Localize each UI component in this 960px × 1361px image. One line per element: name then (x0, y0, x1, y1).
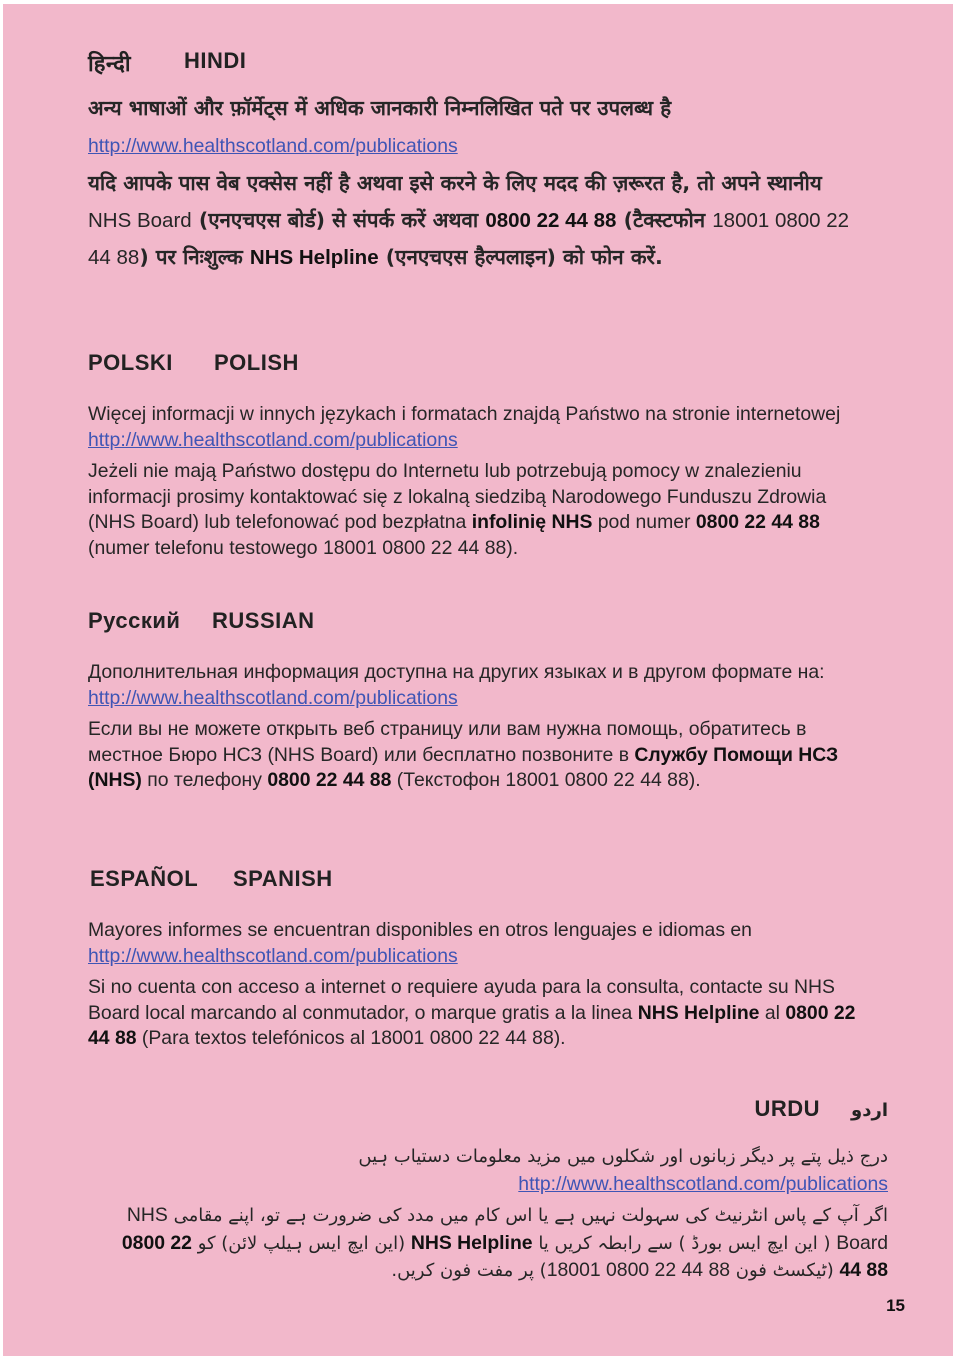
hindi-english-title: HINDI (184, 48, 247, 73)
russian-para-2 (88, 717, 873, 794)
spanish-para-2a: Si no cuenta con acceso a internet o requiere ayuda para la consulta, contacte su NHS Board local marcando al conmutador, o marque gratis a la linea (88, 976, 835, 1024)
spanish-link[interactable]: http://www.healthscotland.com/publications (88, 944, 458, 967)
russian-para-2e: (Текстофон 18001 0800 22 44 88). (391, 769, 701, 791)
hindi-para-1 (88, 90, 863, 165)
russian-helpline: Службу Помощи НСЗ (NHS) (88, 743, 839, 791)
russian-phone: 0800 22 44 88 (267, 769, 392, 791)
spanish-heading (88, 866, 863, 918)
russian-para-2c: по телефону (141, 769, 268, 791)
page-number: 15 (886, 1296, 905, 1315)
urdu-link[interactable]: http://www.healthscotland.com/publications (518, 1172, 888, 1195)
russian-para-2a: Если вы не можете открыть веб страницу или вам нужна помощь, обратитесь в местное Бюро НСЗ (NHS Board) или бесплатно позвоните в (88, 718, 807, 766)
polish-heading (88, 350, 863, 402)
polish-native-title: POLSKI (88, 350, 173, 375)
polish-english-title: POLISH (214, 350, 299, 375)
hindi-textphone: 18001 0800 22 44 88 (88, 209, 850, 269)
urdu-para-2e: (این ایچ ایس ہیلپ لائن) کو (191, 1232, 411, 1254)
russian-english-title: RUSSIAN (212, 608, 315, 633)
hindi-phone: 0800 22 44 88 (485, 209, 617, 232)
spanish-para-2e: (Para textos telefónicos al 18001 0800 22 44 88). (136, 1027, 566, 1049)
spanish-para-1 (88, 918, 858, 969)
urdu-textphone: 18001 0800 22 44 88 (546, 1259, 731, 1281)
hindi-para-2c: (एनएचएस बोर्ड) से संपर्क करें अथवा (191, 208, 486, 232)
russian-heading (88, 608, 863, 660)
spanish-phone: 0800 22 44 88 (88, 1001, 856, 1049)
polish-para-2a: Jeżeli nie mają Państwo dostępu do Internetu lub potrzebują pomocy w znalezieniu informacji prosimy kontaktować się z lokalną siedzibą Narodowego Funduszu Zdrowia (NHS Board) lub telefonować pod bezpłatna (88, 460, 827, 533)
hindi-para-2 (88, 165, 858, 276)
urdu-native-title: اردو (851, 1100, 888, 1121)
urdu-para-1 (110, 1144, 888, 1198)
urdu-para-2g: (ٹیکسٹ فون (730, 1260, 840, 1281)
urdu-heading (110, 1096, 888, 1144)
hindi-helpline: NHS Helpline (249, 246, 379, 269)
hindi-para-2g: ) पर निःशुल्क (139, 245, 250, 269)
urdu-phone: 0800 22 44 88 (121, 1231, 888, 1281)
urdu-para-1-text: درج ذیل پتے پر دیگر زبانوں اور شکلوں میں مزید معلومات دستیاب ہیں (358, 1146, 888, 1167)
russian-para-1 (88, 660, 828, 711)
polish-helpline: infolinię NHS (471, 511, 593, 533)
polish-section (88, 350, 863, 567)
urdu-section (110, 1096, 888, 1285)
urdu-para-2a: اگر آپ کے پاس انٹرنیٹ کی سہولت نہیں ہے یا اس کام میں مدد کی ضرورت ہے تو، اپنے مقامی (167, 1205, 888, 1226)
polish-para-2 (88, 459, 863, 561)
spanish-helpline: NHS Helpline (637, 1001, 760, 1024)
russian-para-1-text: Дополнительная информация доступна на других языках и в другом формате на: (88, 661, 825, 683)
hindi-para-2e: (टैक्स्टफोन (616, 208, 713, 232)
hindi-link[interactable]: http://www.healthscotland.com/publications (88, 135, 458, 157)
spanish-para-1-text: Mayores informes se encuentran disponibles en otros lenguajes e idiomas en (88, 919, 752, 941)
russian-link[interactable]: http://www.healthscotland.com/publications (88, 686, 458, 709)
hindi-nhs-board: NHS Board (88, 209, 192, 232)
hindi-heading (88, 48, 863, 90)
spanish-para-2c: al (759, 1001, 786, 1024)
spanish-english-title: SPANISH (233, 866, 333, 891)
polish-para-1 (88, 402, 863, 453)
urdu-para-2 (110, 1202, 888, 1285)
polish-para-1-text: Więcej informacji w innych językach i formatach znajdą Państwo na stronie internetowej (88, 403, 841, 425)
hindi-native-title: हिन्दी (88, 52, 132, 77)
urdu-para-2c: ( این ایچ ایس بورڈ ) سے رابطہ کریں یا (532, 1232, 837, 1254)
hindi-section (88, 48, 863, 276)
hindi-para-2a: यदि आपके पास वेब एक्सेस नहीं है अथवा इसे करने के लिए मदद की ज़रूरत है, तो अपने स्थानीय (88, 171, 822, 195)
hindi-para-2i: (एनएचएस हैल्पलाइन) को फोन करें. (378, 245, 663, 269)
polish-para-2e: (numer telefonu testowego 18001 0800 22 44 88). (88, 536, 519, 559)
russian-native-title: Русский (88, 608, 181, 633)
russian-section (88, 608, 863, 800)
urdu-nhs-board: NHS Board (126, 1204, 888, 1254)
spanish-section (88, 866, 863, 1058)
urdu-para-2i: ) پر مفت فون کریں. (391, 1260, 547, 1281)
urdu-helpline: NHS Helpline (410, 1231, 533, 1254)
polish-para-2c: pod numer (592, 511, 696, 533)
spanish-para-2 (88, 975, 863, 1052)
spanish-native-title: ESPAÑOL (90, 866, 199, 891)
polish-link[interactable]: http://www.healthscotland.com/publications (88, 428, 458, 451)
urdu-english-title: URDU (754, 1096, 820, 1121)
hindi-para-1-text: अन्य भाषाओं और फ़ॉर्मेट्स में अधिक जानकारी निम्नलिखित पते पर उपलब्ध है (88, 96, 672, 120)
polish-phone: 0800 22 44 88 (695, 511, 820, 533)
